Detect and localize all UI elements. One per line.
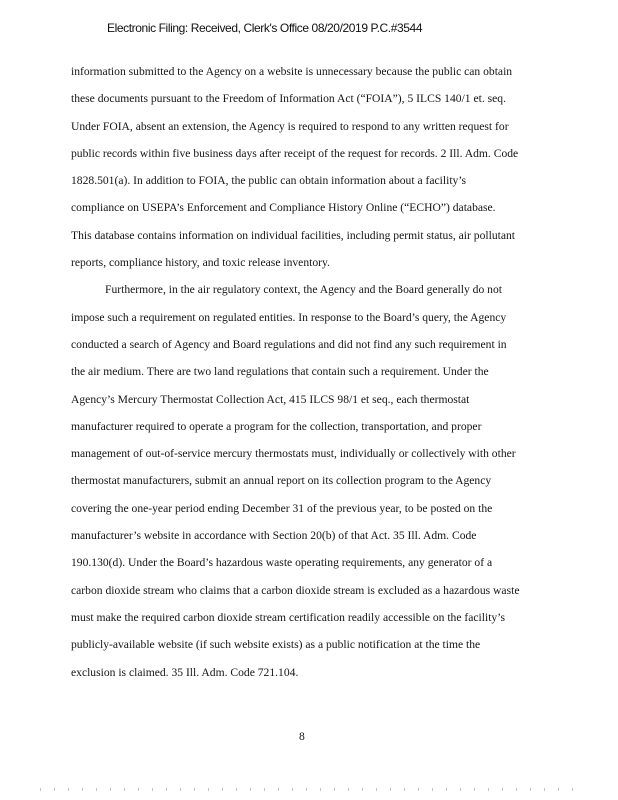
page-number: 8 bbox=[299, 730, 305, 743]
text-line: exclusion is claimed. 35 Ill. Adm. Code 721.104. bbox=[71, 665, 299, 679]
text-line: impose such a requirement on regulated entities. In response to the Board’s query, the Agency bbox=[71, 310, 507, 324]
text-line: reports, compliance history, and toxic release inventory. bbox=[71, 256, 330, 270]
text-line: must make the required carbon dioxide stream certification readily accessible on the facility’s bbox=[71, 610, 505, 624]
text-line: Agency’s Mercury Thermostat Collection Act, 415 ILCS 98/1 et seq., each thermostat bbox=[71, 392, 470, 406]
text-line: Under FOIA, absent an extension, the Agency is required to respond to any written request for bbox=[71, 119, 509, 133]
text-line: thermostat manufacturers, submit an annual report on its collection program to the Agency bbox=[71, 474, 492, 488]
filing-header-stamp: Electronic Filing: Received, Clerk's Office 08/20/2019 P.C.#3544 bbox=[107, 21, 423, 35]
text-line: the air medium. There are two land regulations that contain such a requirement. Under the bbox=[71, 365, 489, 379]
text-line: 190.130(d). Under the Board’s hazardous waste operating requirements, any generator of a bbox=[71, 556, 493, 570]
text-line: public records within five business days after receipt of the request for records. 2 Ill. Adm. Code bbox=[71, 146, 519, 160]
text-line: covering the one-year period ending December 31 of the previous year, to be posted on the bbox=[71, 501, 493, 515]
text-line: information submitted to the Agency on a website is unnecessary because the public can obtain bbox=[71, 65, 513, 78]
body-text bbox=[71, 64, 549, 692]
text-line: management of out-of-service mercury thermostats must, individually or collectively with other bbox=[71, 447, 516, 461]
text-line: 1828.501(a). In addition to FOIA, the public can obtain information about a facility’s bbox=[71, 174, 467, 188]
paragraph-start-line: Furthermore, in the air regulatory context, the Agency and the Board generally do not bbox=[105, 283, 502, 297]
text-line: manufacturer’s website in accordance with Section 20(b) of that Act. 35 Ill. Adm. Code bbox=[71, 529, 477, 543]
text-line: manufacturer required to operate a program for the collection, transportation, and proper bbox=[71, 419, 482, 433]
text-line: conducted a search of Agency and Board regulations and did not find any such requirement in bbox=[71, 337, 507, 351]
text-line: publicly-available website (if such website exists) as a public notification at the time the bbox=[71, 638, 481, 652]
text-line: This database contains information on individual facilities, including permit status, air pollutant bbox=[71, 228, 516, 242]
text-line: these documents pursuant to the Freedom of Information Act (“FOIA”), 5 ILCS 140/1 et. seq. bbox=[71, 92, 506, 106]
scan-noise-footer bbox=[40, 788, 580, 791]
text-line: carbon dioxide stream who claims that a carbon dioxide stream is excluded as a hazardous waste bbox=[71, 583, 520, 597]
text-line: compliance on USEPA’s Enforcement and Compliance History Online (“ECHO”) database. bbox=[71, 201, 496, 215]
